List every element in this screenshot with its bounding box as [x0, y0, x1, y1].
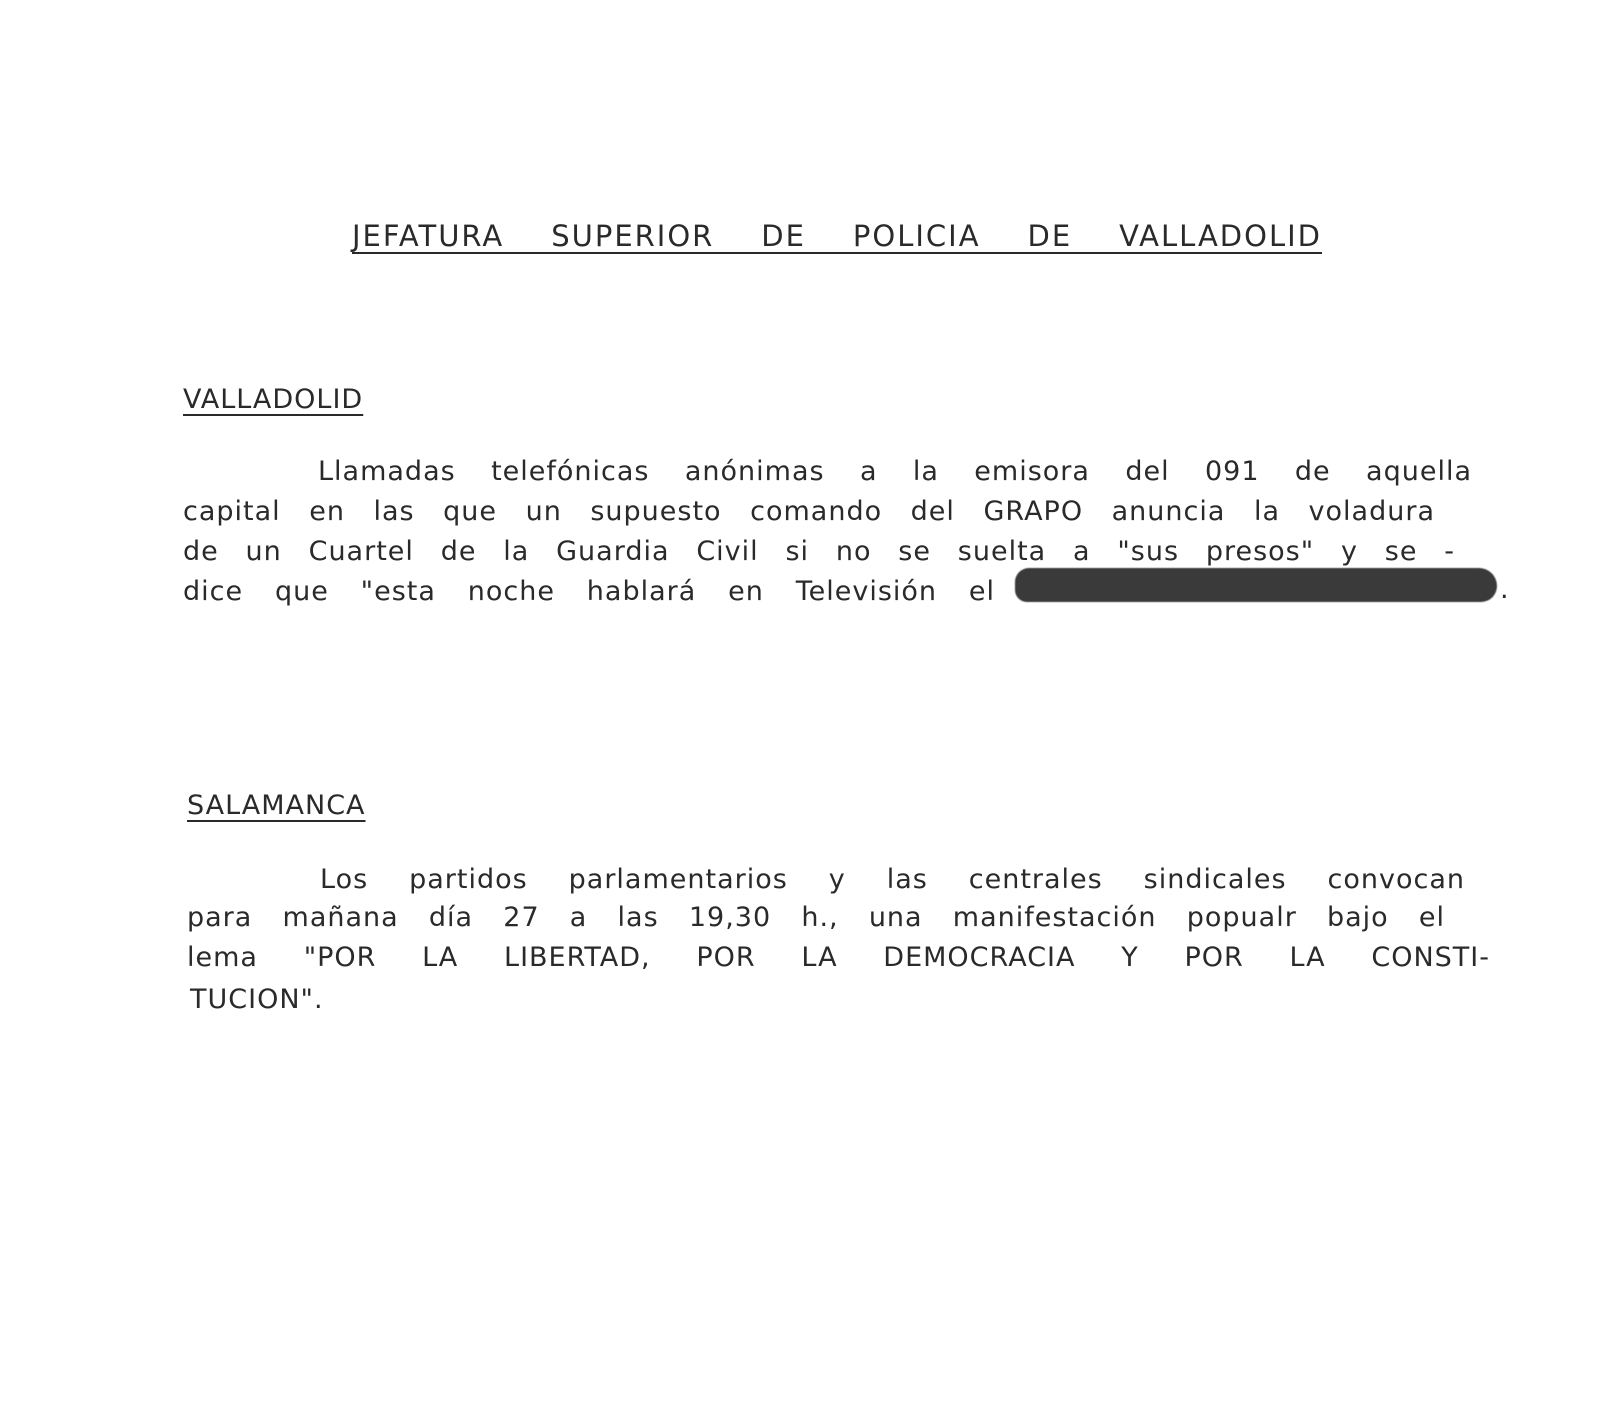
- document-title: JEFATURA SUPERIOR DE POLICIA DE VALLADOLID: [352, 219, 1322, 253]
- paragraph-line: TUCION".: [190, 984, 324, 1015]
- paragraph-line: capital en las que un supuesto comando del GRAPO anuncia la voladura: [183, 496, 1435, 527]
- paragraph-line: de un Cuartel de la Guardia Civil si no se suelta a "sus presos" y se -: [183, 536, 1455, 567]
- sentence-end: .: [1500, 574, 1509, 605]
- section-heading-salamanca: SALAMANCA: [187, 790, 366, 821]
- paragraph-line: lema "POR LA LIBERTAD, POR LA DEMOCRACIA Y POR LA CONSTI-: [187, 942, 1490, 973]
- paragraph-line: Los partidos parlamentarios y las centrales sindicales convocan: [320, 864, 1465, 895]
- paragraph-line: dice que "esta noche hablará en Televisión el: [183, 576, 995, 607]
- redaction-mark: [1015, 568, 1497, 602]
- section-heading-valladolid: VALLADOLID: [183, 384, 364, 415]
- paragraph-line: para mañana día 27 a las 19,30 h., una manifestación popualr bajo el: [187, 902, 1445, 933]
- paragraph-line: Llamadas telefónicas anónimas a la emisora del 091 de aquella: [318, 456, 1472, 487]
